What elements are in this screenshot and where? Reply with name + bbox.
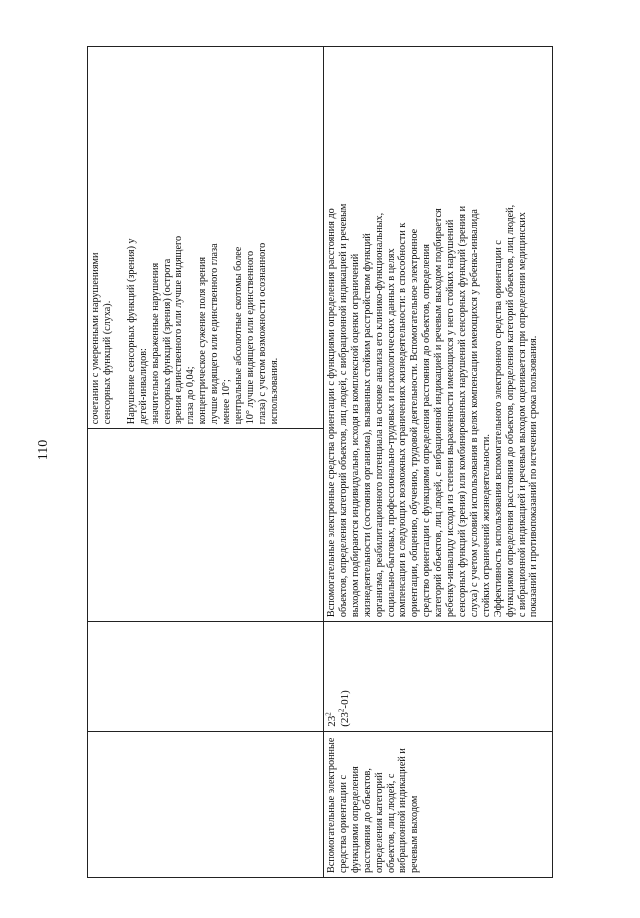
- cell-product-name: [324, 731, 553, 877]
- cell-functions-row1: [88, 47, 324, 429]
- text-line: жизнедеятельности (состояния организма), вызванных стойким расстройством функций: [361, 233, 373, 618]
- text-line: ориентации, общению, обучению, трудовой деятельности. Вспомогательное электронное: [409, 228, 421, 618]
- text-line: Нарушение сенсорных функций (зрения) у: [125, 238, 137, 425]
- text-line: социально-бытовых, профессионально-трудовых и психологических данных в целях: [385, 248, 397, 618]
- text-line: категорий объектов, лиц людей, с вибрационной индикацией и речевым выходом подбирается: [433, 208, 445, 618]
- text-line: средство ориентации с функциями определения расстояния до объектов, определения: [421, 244, 433, 618]
- product-name: Вспомогательные электронные средства ориентации с функциями определения расстояния до объектов, определения категорий объектов, лиц людей, с вибрационной индикацией и речевым выходом: [326, 737, 421, 873]
- text-line: сенсорных функций (зрения) (острота: [161, 258, 173, 425]
- table-row: [324, 47, 553, 878]
- text-line: организма, реабилитационного потенциала на основе анализа его клинико-функциональных,: [373, 212, 385, 618]
- text-line: компенсации в следующих возможных ограничениях жизнедеятельности: в способности к: [397, 222, 409, 618]
- medical-criteria-table: [87, 46, 553, 878]
- text-line: объектов, определения категорий объектов, лиц людей, с вибрационной индикацией и речевым: [337, 203, 349, 618]
- product-subcode: $(23^2-01)$: [337, 690, 351, 727]
- text-line: сенсорных функций (зрения) или комбинированных нарушений сенсорных функций (зрения и: [456, 205, 468, 618]
- text-line: ребенку-инвалиду исходя из степени выраженности имеющихся у него стойких нарушений: [445, 219, 457, 618]
- text-line: слуха) с учетом условий использования в целях компенсации имеющихся у ребенка-инвалида: [468, 209, 480, 618]
- text-line: Вспомогательные электронные средства ориентации с функциями определения расстояния до: [326, 208, 337, 618]
- text-line: сенсорных функций (слуха).: [101, 300, 113, 425]
- document-sheet: [87, 46, 553, 878]
- text-line: глаза) с учетом возможности осознанного: [256, 242, 268, 425]
- cell-product-code: [324, 622, 553, 732]
- cell-empty-name: [88, 731, 324, 877]
- product-code: $23^2$: [324, 712, 338, 727]
- cell-empty-mid: [88, 429, 324, 622]
- text-line: значительно выраженные нарушения: [149, 262, 161, 425]
- text-line: с вибрационной индикацией и речевым выходом оценивается при определении медицинских: [516, 212, 528, 618]
- text-line: менее 10°;: [221, 379, 233, 425]
- functions-text-bottom: [126, 51, 281, 424]
- text-line: Эффективность использования вспомогательного электронного средства ориентации с: [492, 240, 504, 618]
- page-number: 110: [36, 439, 51, 461]
- description-text: [326, 51, 540, 617]
- text-line: детей-инвалидов:: [137, 348, 149, 425]
- text-line: концентрическое сужение поля зрения: [197, 256, 209, 425]
- text-line: 10° лучше видящего или единственного: [244, 250, 256, 425]
- text-line: лучше видящего или единственного глаза: [209, 243, 221, 425]
- text-line: центральные абсолютные скотомы более: [232, 246, 244, 425]
- cell-empty-code: [88, 622, 324, 732]
- cell-product-description: [324, 47, 553, 622]
- functions-text-top: [90, 51, 114, 424]
- text-line: показаний и противопоказаний по истечении срока пользования.: [528, 335, 540, 618]
- text-line: выходом подбираются индивидуально, исходя из комплексной оценки ограничений: [349, 253, 361, 618]
- text-line: стойких ограничений жизнедеятельности.: [480, 434, 492, 618]
- text-line: сочетании с умеренными нарушениями: [90, 252, 101, 425]
- table-row: [88, 47, 324, 878]
- text-line: глаза до 0,04;: [185, 366, 197, 425]
- text-line: использования.: [268, 357, 280, 425]
- text-line: зрения единственного или лучше видящего: [173, 235, 185, 425]
- text-line: функциями определения расстояния до объектов, определения категорий объектов, лиц людей,: [504, 204, 516, 618]
